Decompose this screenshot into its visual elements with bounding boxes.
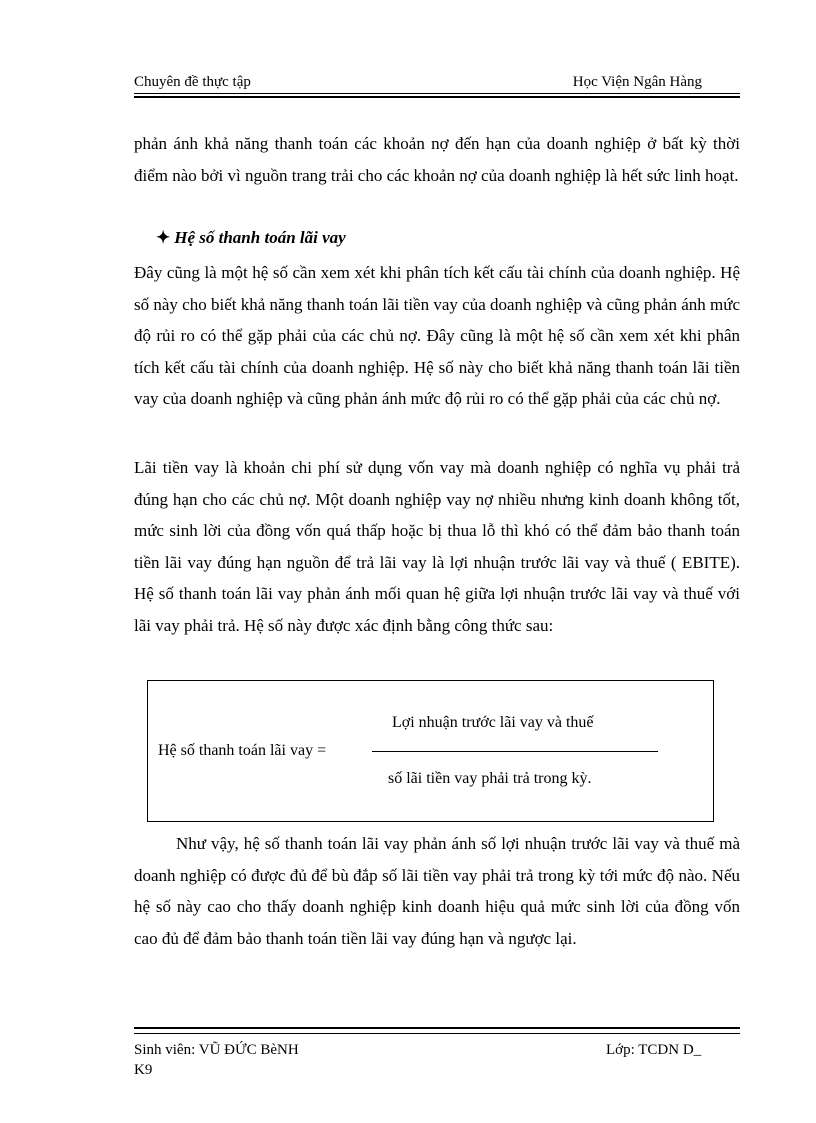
footer-rule-thick	[134, 1027, 740, 1029]
header-left-title: Chuyên đề thực tập	[134, 74, 251, 90]
formula-numerator: Lợi nhuận trước lãi vay và thuế	[392, 714, 594, 731]
formula-lhs: Hệ số thanh toán lãi vay =	[158, 742, 327, 759]
formula-box	[147, 680, 714, 822]
footer-student: Sinh viên: VŨ ĐỨC BèNH	[134, 1042, 299, 1058]
paragraph-explanation: Lãi tiền vay là khoản chi phí sử dụng vốn vay mà doanh nghiệp có nghĩa vụ phải trả đúng hạn cho các chủ nợ. Một doanh nghiệp vay nợ nhiều nhưng kinh doanh không tốt, mức sinh lời của đồng vốn quá thấp hoặc bị thua lỗ thì khó có thể đảm bảo thanh toán tiền lãi vay đúng hạn nguồn để trả lãi vay là lợi nhuận trước lãi vay và thuế ( EBITE). Hệ số thanh toán lãi vay phản ánh mối quan hệ giữa lợi nhuận trước lãi vay và thuế với lãi vay phải trả. Hệ số này được xác định bằng công thức sau:	[134, 458, 740, 635]
bullet-star-icon: ✦	[156, 228, 171, 247]
footer-class: Lớp: TCDN D_	[606, 1042, 702, 1058]
header-rule-thick	[134, 96, 740, 98]
header-right-title: Học Viện Ngân Hàng	[572, 74, 702, 90]
paragraph-conclusion: Như vậy, hệ số thanh toán lãi vay phản ánh số lợi nhuận trước lãi vay và thuế mà doanh nghiệp có được đủ để bù đắp số lãi tiền vay phải trả trong kỳ tới mức độ nào. Nếu hệ số này cao cho thấy doanh nghiệp kinh doanh hiệu quả mức sinh lời của đồng vốn cao đủ để đảm bảo thanh toán tiền lãi vay đúng hạn và ngược lại.	[134, 834, 740, 948]
page-header	[134, 74, 740, 94]
paragraph-intro: phản ánh khả năng thanh toán các khoản nợ đến hạn của doanh nghiệp ở bất kỳ thời điểm nào bởi vì nguồn trang trải cho các khoản nợ của doanh nghiệp là hết sức linh hoạt.	[134, 134, 740, 185]
formula-denominator: số lãi tiền vay phải trả trong kỳ.	[388, 770, 592, 787]
formula-fraction-line	[372, 751, 658, 752]
footer-rule-thin	[134, 1033, 740, 1034]
section-heading	[156, 228, 346, 248]
paragraph-definition: Đây cũng là một hệ số cần xem xét khi phân tích kết cấu tài chính của doanh nghiệp. Hệ số này cho biết khả năng thanh toán lãi tiền vay của doanh nghiệp và cũng phản ánh mức độ rủi ro có thể gặp phải của các chủ nợ. Đây cũng là một hệ số cần xem xét khi phân tích kết cấu tài chính của doanh nghiệp. Hệ số này cho biết khả năng thanh toán lãi tiền vay của doanh nghiệp và cũng phản ánh mức độ rủi ro có thể gặp phải của các chủ nợ.	[134, 263, 740, 408]
section-heading-text: Hệ số thanh toán lãi vay	[174, 228, 346, 247]
footer-class-suffix: K9	[134, 1062, 153, 1078]
header-rule-thin	[134, 93, 740, 94]
